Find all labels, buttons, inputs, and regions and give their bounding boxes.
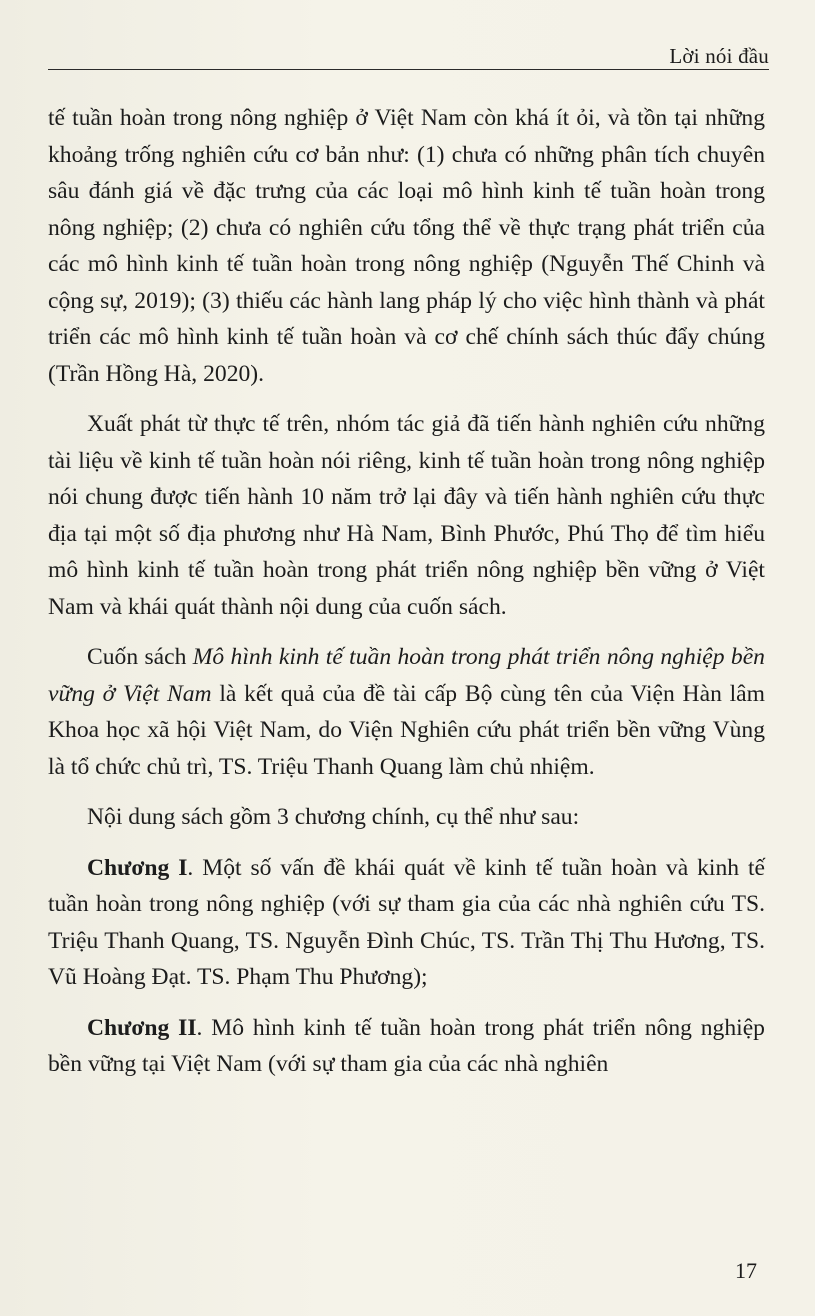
book-intro-lead: Cuốn sách [87,644,193,670]
body-text [48,100,765,1083]
book-intro-rest: là kết quả của đề tài cấp Bộ cùng tên của Viện Hàn lâm Khoa học xã hội Việt Nam, do Viện Nghiên cứu phát triển bền vững Vùng là tổ chức chủ trì, TS. Triệu Thanh Quang làm chủ nhiệm. [48,680,765,780]
paragraph-continuation: tế tuần hoàn trong nông nghiệp ở Việt Nam còn khá ít ỏi, và tồn tại những khoảng trống nghiên cứu cơ bản như: (1) chưa có những phân tích chuyên sâu đánh giá về đặc trưng của các loại mô hình kinh tế tuần hoàn trong nông nghiệp; (2) chưa có nghiên cứu tổng thể về thực trạng phát triển của các mô hình kinh tế tuần hoàn trong nông nghiệp (Nguyễn Thế Chinh và cộng sự, 2019); (3) thiếu các hành lang pháp lý cho việc hình thành và phát triển các mô hình kinh tế tuần hoàn và cơ chế chính sách thúc đẩy chúng (Trần Hồng Hà, 2020). [48,105,765,387]
paragraph-contents: Nội dung sách gồm 3 chương chính, cụ thể như sau: [87,804,580,830]
page-number: 17 [735,1258,757,1283]
running-header [48,40,769,68]
header-title: Lời nói đầu [669,44,769,68]
paragraph-chapter-1 [48,850,765,996]
chapter-2-text: . Mô hình kinh tế tuần hoàn trong phát triển nông nghiệp bền vững tại Việt Nam (với sự tham gia của các nhà nghiên [48,1014,765,1077]
chapter-1-label: Chương I [87,854,188,881]
chapter-2-label: Chương II [87,1014,197,1041]
book-title: Mô hình kinh tế tuần hoàn trong phát triển nông nghiệp bền vững ở Việt Nam [48,644,765,707]
paragraph-chapter-2 [48,1010,765,1083]
paragraph-research-origin: Xuất phát từ thực tế trên, nhóm tác giả đã tiến hành nghiên cứu những tài liệu về kinh tế tuần hoàn nói riêng, kinh tế tuần hoàn trong nông nghiệp nói chung được tiến hành 10 năm trở lại đây và tiến hành nghiên cứu thực địa tại một số địa phương như Hà Nam, Bình Phước, Phú Thọ để tìm hiểu mô hình kinh tế tuần hoàn trong phát triển nông nghiệp bền vững ở Việt Nam và khái quát thành nội dung của cuốn sách. [48,411,765,620]
header-rule [48,69,769,70]
paragraph-book-intro [48,639,765,785]
chapter-1-text: . Một số vấn đề khái quát về kinh tế tuần hoàn và kinh tế tuần hoàn trong nông nghiệp (với sự tham gia của các nhà nghiên cứu TS. Triệu Thanh Quang, TS. Nguyễn Đình Chúc, TS. Trần Thị Thu Hương, TS. Vũ Hoàng Đạt. TS. Phạm Thu Phương); [48,854,765,990]
